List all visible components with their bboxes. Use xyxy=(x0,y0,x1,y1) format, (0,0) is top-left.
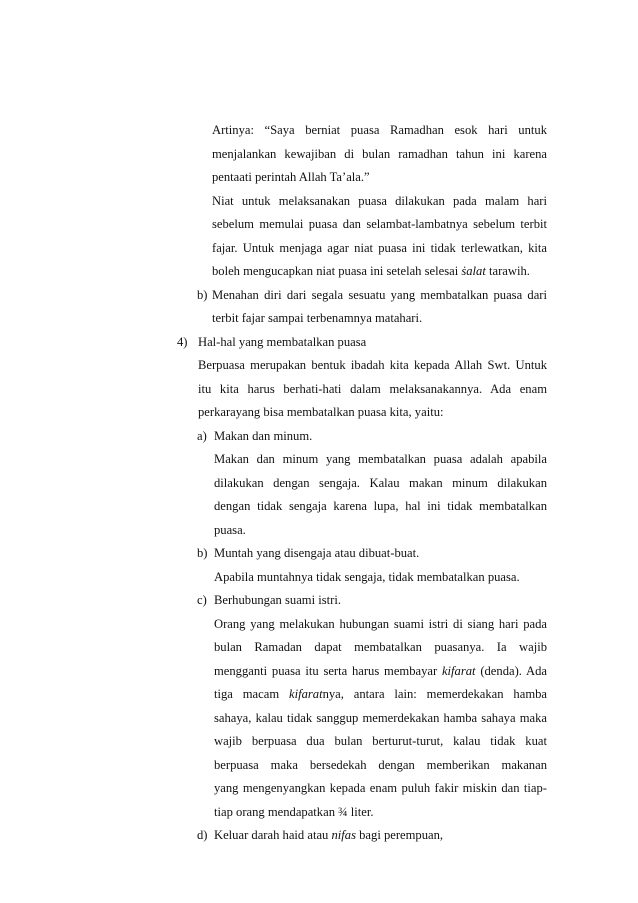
text-run: bagi perempuan, xyxy=(355,828,444,842)
text-run: mengganti puasa itu serta harus membayar xyxy=(214,664,442,678)
paragraph-line: pentaati perintah Allah Ta’ala.” xyxy=(212,170,370,184)
italic-term: kifarat xyxy=(288,687,323,701)
text-run: tarawih. xyxy=(485,264,530,278)
paragraph-line: Berpuasa merupakan bentuk ibadah kita kepada Allah Swt. Untuk xyxy=(198,358,547,372)
list-label: a) xyxy=(197,429,207,443)
paragraph-line: tiap orang mendapatkan ¾ liter. xyxy=(214,805,374,819)
paragraph-line: sebelum memulai puasa dan selambat-lambatnya sebelum terbit xyxy=(212,217,547,231)
paragraph-line: Apabila muntahnya tidak sengaja, tidak membatalkan puasa. xyxy=(214,570,520,584)
item-title: Berhubungan suami istri. xyxy=(214,593,341,607)
paragraph-line: bulan Ramadan dapat membatalkan puasanya. Ia wajib xyxy=(214,640,547,654)
list-label: d) xyxy=(197,828,208,842)
paragraph-line: sahaya, kalau tidak sanggup memerdekakan hamba sahaya maka xyxy=(214,711,547,725)
italic-term: nifas xyxy=(331,828,356,842)
item-title: Makan dan minum. xyxy=(214,429,313,443)
list-label: b) xyxy=(197,288,208,302)
italic-term: kifarat xyxy=(441,664,476,678)
paragraph-line: yang mengenyangkan kepada enam puluh fakir miskin dan tiap- xyxy=(214,781,547,795)
paragraph-line: Niat untuk melaksanakan puasa dilakukan pada malam hari xyxy=(212,194,547,208)
paragraph-line: fajar. Untuk menjaga agar niat puasa ini tidak terlewatkan, kita xyxy=(212,241,547,255)
paragraph-line xyxy=(214,663,547,679)
paragraph-line: dengan tidak sengaja karena lupa, hal ini tidak membatalkan xyxy=(214,499,547,513)
paragraph-line: Orang yang melakukan hubungan suami istri di siang hari pada xyxy=(214,617,547,631)
item-title: Muntah yang disengaja atau dibuat-buat. xyxy=(214,546,420,560)
paragraph-line: perkarayang bisa membatalkan puasa kita, yaitu: xyxy=(198,405,444,419)
paragraph-line xyxy=(212,263,530,279)
paragraph-line: Artinya: “Saya berniat puasa Ramadhan esok hari untuk xyxy=(212,123,547,137)
paragraph-line: menjalankan kewajiban di bulan ramadhan tahun ini karena xyxy=(212,147,547,161)
text-run: boleh mengucapkan niat puasa ini setelah selesai xyxy=(212,264,462,278)
paragraph-line: Makan dan minum yang membatalkan puasa adalah apabila xyxy=(214,452,547,466)
item-title xyxy=(214,827,443,843)
text-run: nya, antara lain: memerdekakan hamba xyxy=(322,687,548,701)
section-number: 4) xyxy=(177,335,188,349)
paragraph-line xyxy=(214,686,547,702)
text-run: (denda). Ada xyxy=(475,664,547,678)
paragraph-line: berpuasa maka bersedekah dengan memberikan makanan xyxy=(214,758,547,772)
paragraph-line: wajib berpuasa dua bulan berturut-turut, kalau tidak kuat xyxy=(214,734,547,748)
list-label: c) xyxy=(197,593,207,607)
paragraph-line: terbit fajar sampai terbenamnya matahari. xyxy=(212,311,423,325)
paragraph-line: itu kita harus berhati-hati dalam melaksanakannya. Ada enam xyxy=(198,382,547,396)
section-title: Hal-hal yang membatalkan puasa xyxy=(198,335,367,349)
italic-term: ṡalat xyxy=(461,264,486,278)
text-run: tiga macam xyxy=(214,687,289,701)
paragraph-line: puasa. xyxy=(214,523,246,537)
text-run: Keluar darah haid atau xyxy=(214,828,332,842)
paragraph-line: dilakukan dengan sengaja. Kalau makan minum dilakukan xyxy=(214,476,547,490)
list-label: b) xyxy=(197,546,208,560)
paragraph-line: Menahan diri dari segala sesuatu yang membatalkan puasa dari xyxy=(212,288,547,302)
